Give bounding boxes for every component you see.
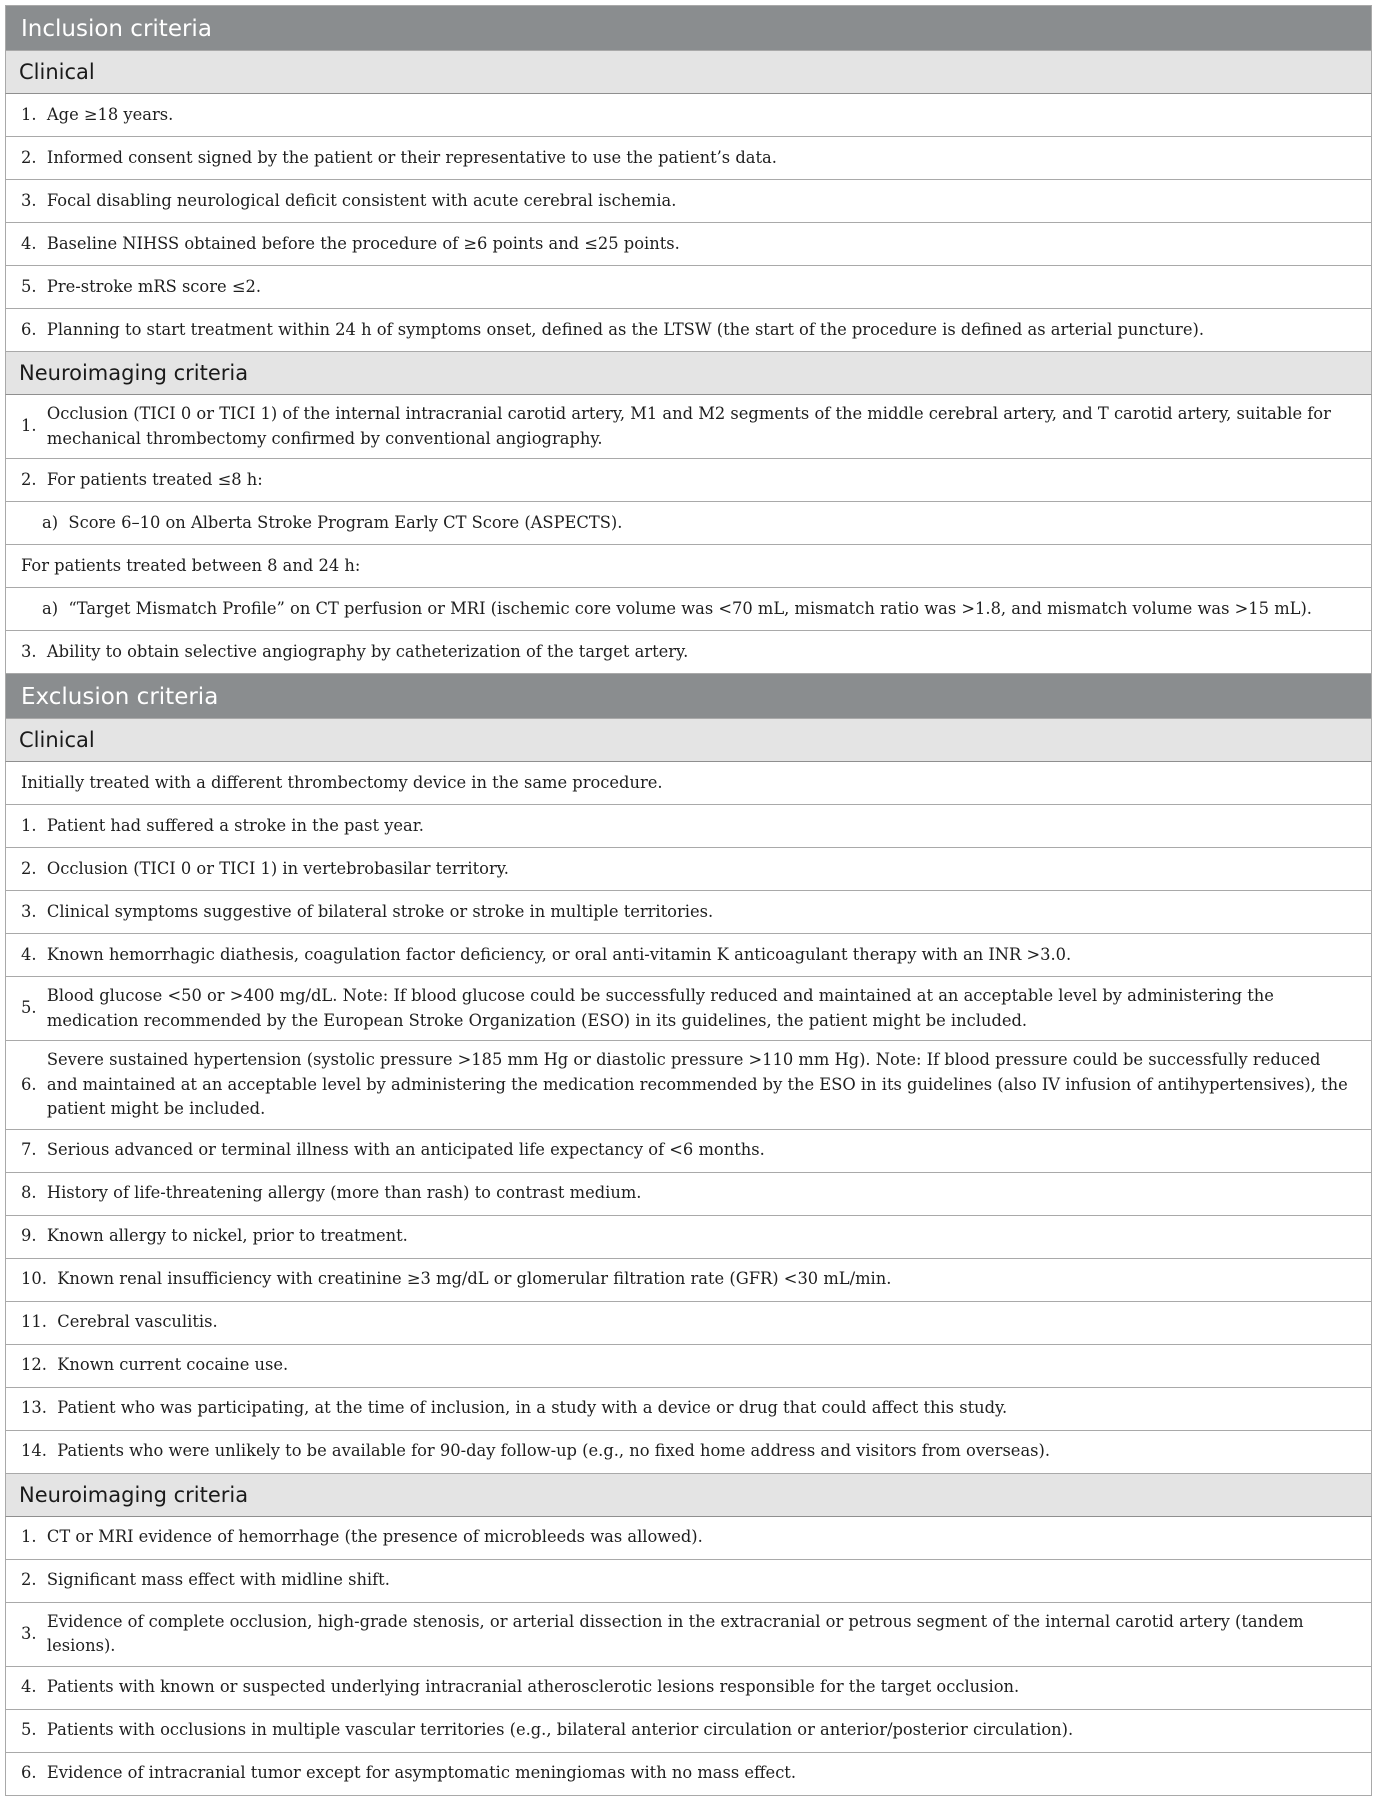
criteria-row xyxy=(5,1667,1372,1710)
criteria-row xyxy=(5,1259,1372,1302)
item-text: Focal disabling neurological deficit consistent with acute cerebral ischemia. xyxy=(46,190,677,210)
item-number: 1. xyxy=(21,416,47,436)
item-number: a) xyxy=(42,512,69,532)
item-number: 2. xyxy=(21,469,47,489)
item-number: 1. xyxy=(21,1527,47,1547)
item-text: Patients with known or suspected underlying intracranial atherosclerotic lesions responsible for the target occlusion. xyxy=(46,1677,1020,1697)
criteria-row xyxy=(5,934,1372,977)
criteria-row xyxy=(5,805,1372,848)
criteria-row xyxy=(5,1753,1372,1796)
item-number: 12. xyxy=(21,1355,58,1375)
criteria-row xyxy=(5,977,1372,1041)
item-number: 2. xyxy=(21,147,47,167)
criteria-row xyxy=(5,309,1372,352)
item-text: Pre-stroke mRS score ≤2. xyxy=(46,276,261,296)
item-text: Known renal insufficiency with creatinine ≥3 mg/dL or glomerular filtration rate (GFR) <30 mL/min. xyxy=(57,1269,892,1289)
item-number: 2. xyxy=(21,858,47,878)
item-text: Informed consent signed by the patient or their representative to use the patient’s data. xyxy=(46,147,777,167)
item-number: 6. xyxy=(21,1074,47,1094)
item-text: Score 6–10 on Alberta Stroke Program Early CT Score (ASPECTS). xyxy=(68,512,623,532)
criteria-row xyxy=(5,502,1372,545)
criteria-row xyxy=(5,545,1372,588)
criteria-row xyxy=(5,266,1372,309)
item-number: 5. xyxy=(21,276,47,296)
item-text: For patients treated ≤8 h: xyxy=(46,469,263,489)
criteria-row xyxy=(5,180,1372,223)
subsection-header-inclusion-neuroimaging: Neuroimaging criteria xyxy=(5,352,1372,395)
criteria-row xyxy=(5,1041,1372,1130)
criteria-row xyxy=(5,94,1372,137)
item-number: 3. xyxy=(21,190,47,210)
item-text: Cerebral vasculitis. xyxy=(57,1312,218,1332)
item-text: Evidence of complete occlusion, high-grade stenosis, or arterial dissection in the extracranial or petrous segment of the internal carotid artery (tandem lesions). xyxy=(46,1611,1304,1655)
item-number: 14. xyxy=(21,1441,58,1461)
criteria-row xyxy=(5,891,1372,934)
item-number: 6. xyxy=(21,319,47,339)
criteria-row xyxy=(5,1302,1372,1345)
subsection-header-inclusion-clinical: Clinical xyxy=(5,51,1372,94)
section-header-inclusion: Inclusion criteria xyxy=(5,6,1372,51)
criteria-row xyxy=(5,1517,1372,1560)
item-text: Clinical symptoms suggestive of bilateral stroke or stroke in multiple territories. xyxy=(46,901,714,921)
criteria-row xyxy=(5,223,1372,266)
item-number: 8. xyxy=(21,1183,47,1203)
item-number: 9. xyxy=(21,1226,47,1246)
item-number: 11. xyxy=(21,1312,58,1332)
item-number: 5. xyxy=(21,1720,47,1740)
criteria-row xyxy=(5,848,1372,891)
item-text: History of life-threatening allergy (more than rash) to contrast medium. xyxy=(46,1183,642,1203)
item-text: Age ≥18 years. xyxy=(46,104,174,124)
item-number: 2. xyxy=(21,1570,47,1590)
criteria-row xyxy=(5,1388,1372,1431)
item-text: Occlusion (TICI 0 or TICI 1) in vertebrobasilar territory. xyxy=(46,858,509,878)
criteria-row xyxy=(5,588,1372,631)
item-text: Patients who were unlikely to be available for 90-day follow-up (e.g., no fixed home address and visitors from overseas). xyxy=(57,1441,1051,1461)
item-text: “Target Mismatch Profile” on CT perfusion or MRI (ischemic core volume was <70 mL, mismatch ratio was >1.8, and mismatch volume was >15 mL). xyxy=(68,598,1312,618)
item-number: a) xyxy=(42,598,69,618)
item-number: 5. xyxy=(21,998,47,1018)
item-text: Initially treated with a different thrombectomy device in the same procedure. xyxy=(21,772,663,792)
item-text: Planning to start treatment within 24 h of symptoms onset, defined as the LTSW (the start of the procedure is defined as arterial puncture). xyxy=(46,319,1204,339)
criteria-row xyxy=(5,1173,1372,1216)
item-text: Known hemorrhagic diathesis, coagulation factor deficiency, or oral anti-vitamin K anticoagulant therapy with an INR >3.0. xyxy=(46,944,1072,964)
item-number: 6. xyxy=(21,1763,47,1783)
subsection-header-exclusion-clinical: Clinical xyxy=(5,719,1372,762)
exclusion-clinical-list xyxy=(5,762,1372,1474)
item-number: 10. xyxy=(21,1269,58,1289)
item-text: Ability to obtain selective angiography by catheterization of the target artery. xyxy=(46,641,689,661)
item-text: Patients with occlusions in multiple vascular territories (e.g., bilateral anterior circulation or anterior/posterior circulation). xyxy=(46,1720,1074,1740)
item-number: 4. xyxy=(21,233,47,253)
criteria-row xyxy=(5,395,1372,459)
criteria-row xyxy=(5,1431,1372,1474)
item-text: Severe sustained hypertension (systolic pressure >185 mm Hg or diastolic pressure >110 mm Hg). Note: If blood pressure could be successfully reduced and maintained at an acceptable level by administering the medication recommended by the ESO in its guidelines (also IV infusion of antihypertensives), the patient might be included. xyxy=(46,1050,1348,1118)
criteria-row xyxy=(5,1345,1372,1388)
item-number: 1. xyxy=(21,104,47,124)
item-number: 3. xyxy=(21,901,47,921)
item-number: 4. xyxy=(21,1677,47,1697)
inclusion-clinical-list xyxy=(5,94,1372,352)
criteria-table xyxy=(5,5,1372,1796)
subsection-header-exclusion-neuroimaging: Neuroimaging criteria xyxy=(5,1474,1372,1517)
section-header-exclusion: Exclusion criteria xyxy=(5,674,1372,719)
item-number: 3. xyxy=(21,1623,47,1643)
item-text: Patient had suffered a stroke in the past year. xyxy=(46,815,424,835)
item-number: 4. xyxy=(21,944,47,964)
item-number: 13. xyxy=(21,1398,58,1418)
criteria-row xyxy=(5,137,1372,180)
item-text: Known current cocaine use. xyxy=(57,1355,289,1375)
criteria-row xyxy=(5,1560,1372,1603)
criteria-row xyxy=(5,762,1372,805)
criteria-row xyxy=(5,1130,1372,1173)
item-number: 7. xyxy=(21,1140,47,1160)
item-text: Blood glucose <50 or >400 mg/dL. Note: If blood glucose could be successfully reduced and maintained at an acceptable level by administering the medication recommended by the European Stroke Organization (ESO) in its guidelines, the patient might be included. xyxy=(46,986,1274,1030)
item-text: Baseline NIHSS obtained before the procedure of ≥6 points and ≤25 points. xyxy=(46,233,680,253)
criteria-row xyxy=(5,459,1372,502)
item-text: CT or MRI evidence of hemorrhage (the presence of microbleeds was allowed). xyxy=(46,1527,703,1547)
exclusion-neuroimaging-list xyxy=(5,1517,1372,1796)
item-text: Significant mass effect with midline shift. xyxy=(46,1570,390,1590)
criteria-row xyxy=(5,1216,1372,1259)
criteria-row xyxy=(5,631,1372,674)
item-text: Serious advanced or terminal illness with an anticipated life expectancy of <6 months. xyxy=(46,1140,765,1160)
criteria-row xyxy=(5,1710,1372,1753)
criteria-row xyxy=(5,1603,1372,1667)
item-number: 1. xyxy=(21,815,47,835)
item-text: Occlusion (TICI 0 or TICI 1) of the internal intracranial carotid artery, M1 and M2 segments of the middle cerebral artery, and T carotid artery, suitable for mechanical thrombectomy confirmed by conventional angiography. xyxy=(46,404,1331,448)
inclusion-neuroimaging-list xyxy=(5,395,1372,674)
item-text: Known allergy to nickel, prior to treatment. xyxy=(46,1226,408,1246)
item-text: Patient who was participating, at the time of inclusion, in a study with a device or drug that could affect this study. xyxy=(57,1398,1008,1418)
item-text: Evidence of intracranial tumor except for asymptomatic meningiomas with no mass effect. xyxy=(46,1763,797,1783)
item-number: 3. xyxy=(21,641,47,661)
item-text: For patients treated between 8 and 24 h: xyxy=(21,555,361,575)
